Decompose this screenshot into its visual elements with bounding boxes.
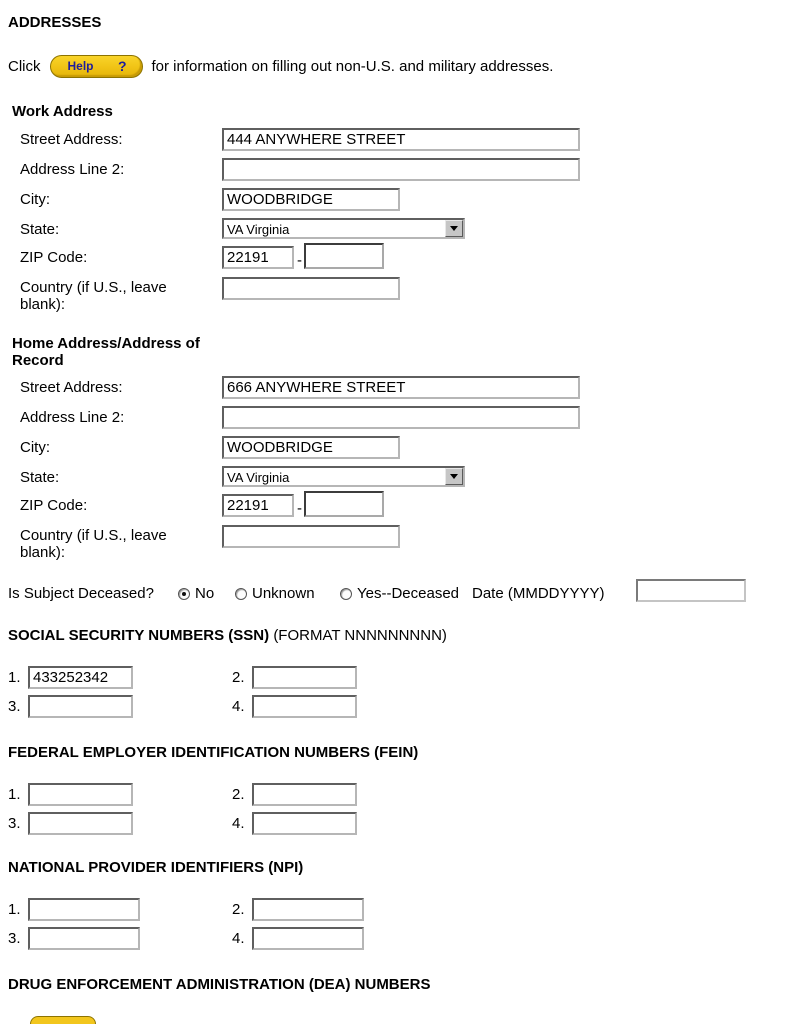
home-state-row	[8, 466, 788, 487]
home-line2-input[interactable]	[222, 406, 580, 429]
npi-4-number: 4.	[232, 930, 245, 947]
home-state-dropdown-button[interactable]	[445, 468, 463, 485]
dea-heading: DRUG ENFORCEMENT ADMINISTRATION (DEA) NUMBERS	[8, 976, 431, 993]
work-city-label: City:	[20, 191, 50, 208]
help-prefix-text: Click	[8, 57, 41, 75]
home-city-row	[8, 436, 788, 459]
fein-row-1	[8, 783, 788, 806]
work-state-label: State:	[20, 221, 60, 238]
radio-yes[interactable]	[340, 588, 352, 600]
fein-2-input[interactable]	[252, 783, 357, 806]
home-line2-label: Address Line 2:	[20, 409, 125, 426]
help-button[interactable]	[50, 55, 143, 78]
home-line2-row	[8, 406, 788, 429]
work-state-dropdown-button[interactable]	[445, 220, 463, 237]
ssn-4-number: 4.	[232, 698, 245, 715]
home-street-row	[8, 376, 788, 399]
deceased-row	[8, 581, 788, 611]
work-state-select[interactable]	[222, 218, 465, 239]
work-country-label: Country (if U.S., leave blank):	[20, 279, 167, 313]
chevron-down-icon	[450, 474, 458, 479]
ssn-format-note: (FORMAT NNNNNNNNN)	[273, 627, 447, 644]
home-city-input[interactable]	[222, 436, 400, 459]
work-street-label: Street Address:	[20, 131, 123, 148]
fein-heading: FEDERAL EMPLOYER IDENTIFICATION NUMBERS (FEIN)	[8, 744, 419, 761]
work-city-input[interactable]	[222, 188, 400, 211]
home-address-heading: Home Address/Address of Record	[12, 335, 200, 369]
ssn-row-2	[8, 695, 788, 718]
npi-row-1	[8, 898, 788, 921]
deceased-option-no[interactable]	[178, 585, 214, 602]
page-title: ADDRESSES	[8, 14, 102, 31]
npi-heading: NATIONAL PROVIDER IDENTIFIERS (NPI)	[8, 859, 304, 876]
ssn-row-1	[8, 666, 788, 689]
work-street-row	[8, 128, 788, 151]
work-line2-row	[8, 158, 788, 181]
ssn-1-number: 1.	[8, 669, 21, 686]
home-zip-input[interactable]	[222, 494, 294, 517]
npi-1-input[interactable]	[28, 898, 140, 921]
home-city-label: City:	[20, 439, 50, 456]
home-street-input[interactable]	[222, 376, 580, 399]
zip-separator: -	[297, 252, 302, 269]
home-street-label: Street Address:	[20, 379, 123, 396]
npi-row-2	[8, 927, 788, 950]
help-button-label: Help	[67, 59, 94, 73]
fein-1-input[interactable]	[28, 783, 133, 806]
work-city-row	[8, 188, 788, 211]
home-state-label: State:	[20, 469, 60, 486]
work-country-row	[8, 276, 788, 313]
work-state-selected-value: VA Virginia	[227, 222, 290, 237]
work-country-input[interactable]	[222, 277, 400, 300]
zip-separator: -	[297, 500, 302, 517]
radio-no-label: No	[195, 585, 215, 602]
fein-row-2	[8, 812, 788, 835]
ssn-2-input[interactable]	[252, 666, 357, 689]
radio-no-selected[interactable]	[178, 588, 190, 600]
ssn-1-input[interactable]	[28, 666, 133, 689]
npi-4-input[interactable]	[252, 927, 364, 950]
work-address-heading: Work Address	[12, 103, 113, 120]
work-zip-input[interactable]	[222, 246, 294, 269]
work-zip-label: ZIP Code:	[20, 249, 88, 266]
home-state-select[interactable]	[222, 466, 465, 487]
work-street-input[interactable]	[222, 128, 580, 151]
help-suffix-text: for information on filling out non-U.S. and military addresses.	[151, 57, 554, 75]
home-country-input[interactable]	[222, 525, 400, 548]
npi-1-number: 1.	[8, 901, 21, 918]
ssn-4-input[interactable]	[252, 695, 357, 718]
deceased-date-input[interactable]	[636, 579, 746, 602]
home-zip-ext-input[interactable]	[304, 491, 384, 517]
fein-4-number: 4.	[232, 815, 245, 832]
fein-2-number: 2.	[232, 786, 245, 803]
ssn-heading	[8, 627, 788, 644]
work-zip-row	[8, 246, 788, 269]
chevron-down-icon	[450, 226, 458, 231]
home-zip-label: ZIP Code:	[20, 497, 88, 514]
npi-3-number: 3.	[8, 930, 21, 947]
ssn-3-number: 3.	[8, 698, 21, 715]
question-mark-icon: ?	[117, 58, 127, 74]
radio-unknown[interactable]	[235, 588, 247, 600]
deceased-option-yes[interactable]	[340, 585, 459, 602]
home-country-row	[8, 524, 788, 561]
fein-4-input[interactable]	[252, 812, 357, 835]
work-state-row	[8, 218, 788, 239]
work-line2-input[interactable]	[222, 158, 580, 181]
radio-unknown-label: Unknown	[252, 585, 315, 602]
fein-1-number: 1.	[8, 786, 21, 803]
home-country-label: Country (if U.S., leave blank):	[20, 527, 167, 561]
npi-2-input[interactable]	[252, 898, 364, 921]
ssn-2-number: 2.	[232, 669, 245, 686]
work-zip-ext-input[interactable]	[304, 243, 384, 269]
home-zip-row	[8, 494, 788, 517]
deceased-date-label: Date (MMDDYYYY)	[472, 585, 605, 602]
deceased-question-label: Is Subject Deceased?	[8, 585, 154, 602]
deceased-option-unknown[interactable]	[235, 585, 315, 602]
home-state-selected-value: VA Virginia	[227, 470, 290, 485]
help-row	[8, 54, 788, 78]
fein-3-number: 3.	[8, 815, 21, 832]
fein-3-input[interactable]	[28, 812, 133, 835]
ssn-heading-text: SOCIAL SECURITY NUMBERS (SSN)	[8, 627, 270, 644]
ssn-3-input[interactable]	[28, 695, 133, 718]
npi-3-input[interactable]	[28, 927, 140, 950]
help-button-cutoff[interactable]	[30, 1016, 96, 1024]
work-line2-label: Address Line 2:	[20, 161, 125, 178]
radio-yes-label: Yes--Deceased	[357, 585, 460, 602]
npi-2-number: 2.	[232, 901, 245, 918]
